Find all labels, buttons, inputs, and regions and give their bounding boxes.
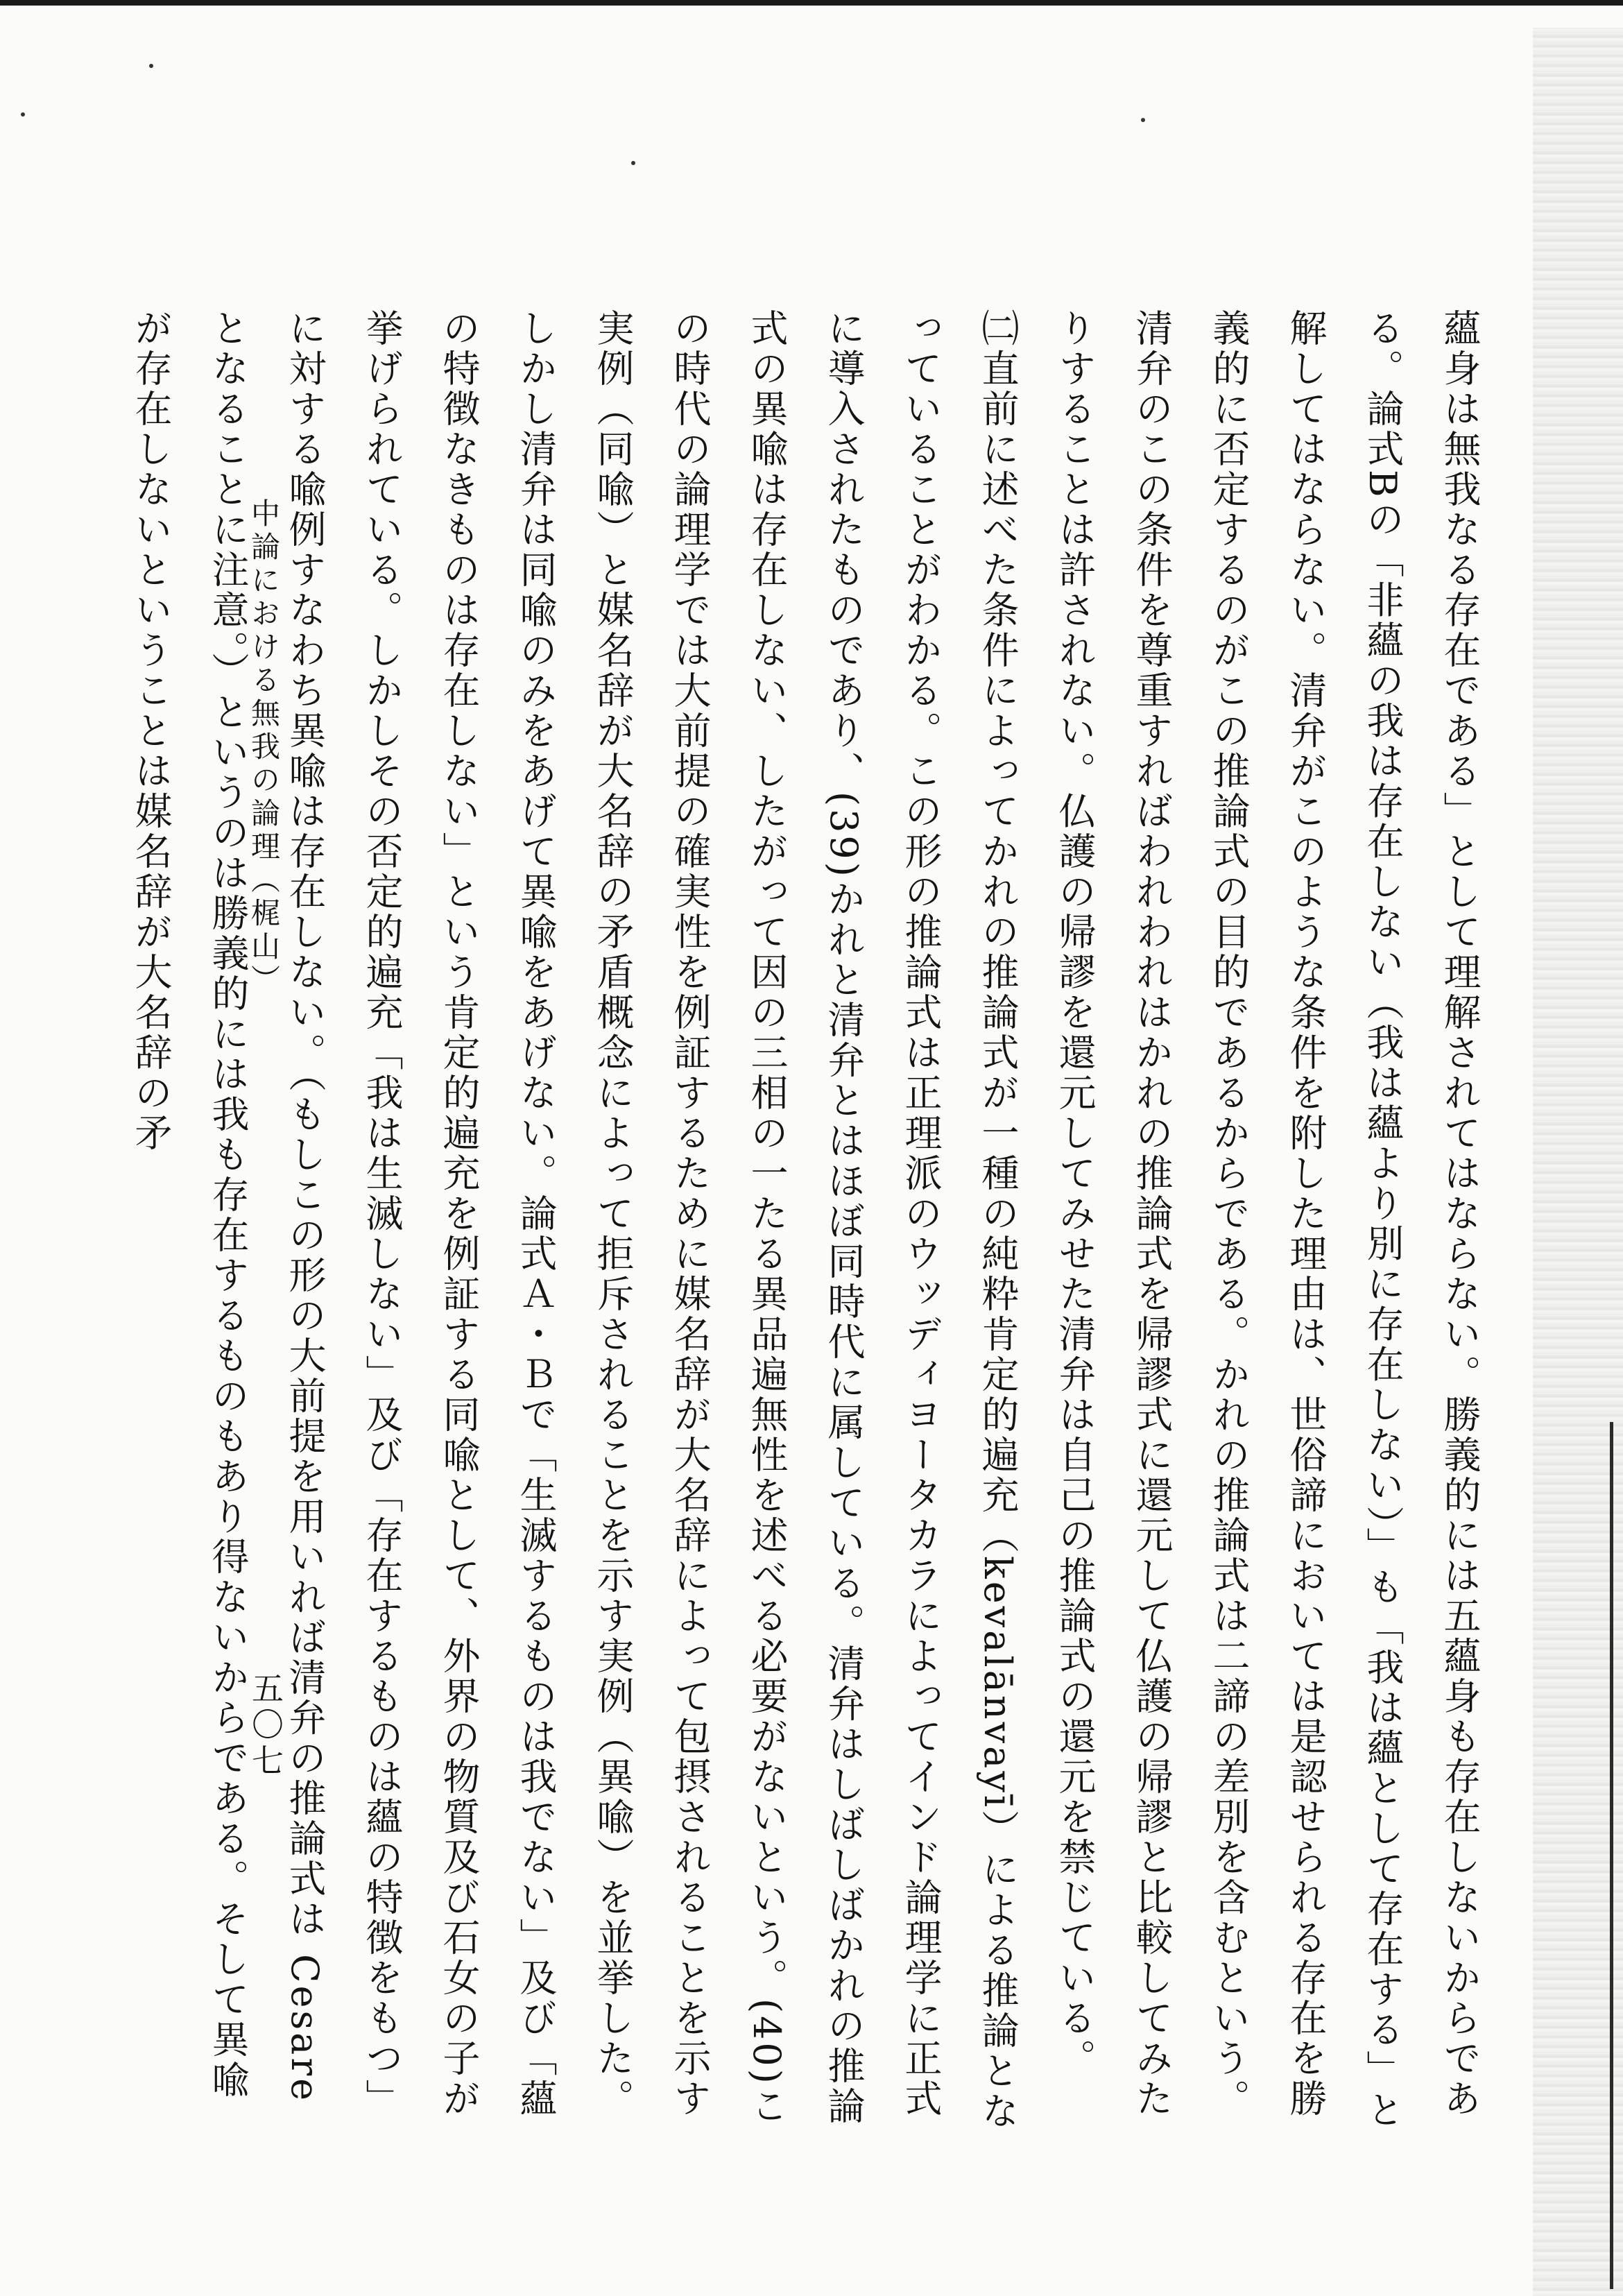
scan-speck (21, 112, 25, 117)
scan-speck (149, 64, 153, 68)
paragraph: ㈡直前に述べた条件によってかれの推論式が一種の純粋肯定的遍充（kevalānvayī）による推論となっていることがわかる。この形の推論式は正理派のウッディヨータカラによってインド論理学に正式に導入されたものであり、(39)かれと清弁とはほぼ同時代に属している。清弁はしばしばかれの推論式の異喩は存在しない、したがって因の三相の一たる異品遍無性を述べる必要がないという。(40)この時代の論理学では大前提の確実性を例証するために媒名辞が大名辞によって包摂されることを示す実例（同喩）と媒名辞が大名辞の矛盾概念によって拒斥されることを示す実例（異喩）を並挙した。しかし清弁は同喩のみをあげて異喩をあげない。論式Ａ・Ｂで「生滅するものは我でない」及び「蘊の特徴なきものは存在しない」という肯定的遍充を例証する同喩として、外界の物質及び石女の子が挙げられている。しかしその否定的遍充「我は生滅しない」及び「存在するものは蘊の特徴をもつ」に対する喩例すなわち異喩は存在しない。（もしこの形の大前提を用いれば清弁の推論式は Cesare となることに注意。）というのは勝義的には我も存在するものもあり得ないからである。そして異喩が存在しないということは媒名辞が大名辞の矛 (129, 309, 1020, 2132)
page-number: 五〇七 (247, 1672, 284, 1780)
top-border-rule (0, 0, 1623, 6)
paragraph: 蘊身は無我なる存在である」として理解されてはならない。勝義的には五蘊身も存在しないからである。論式Bの「非蘊の我は存在しない（我は蘊より別に存在しない）」も「我は蘊として存在する」と解してはならない。清弁がこのような条件を附した理由は、世俗諦においては是認せられる存在を勝義的に否定するのがこの推論式の目的であるからである。かれの推論式は二諦の差別を含むという。清弁のこの条件を尊重すればわれわれはかれの推論式を帰謬式に還元して仏護の帰謬と比較してみたりすることは許されない。仏護の帰謬を還元してみせた清弁は自己の推論式の還元を禁じている。 (1053, 309, 1482, 2131)
scan-speck (1141, 118, 1145, 122)
scan-speck (631, 161, 635, 165)
body-text (129, 309, 1498, 2140)
page-edge-line (1610, 1422, 1613, 2289)
running-head: 中論における無我の論理（梶山） (247, 498, 281, 997)
